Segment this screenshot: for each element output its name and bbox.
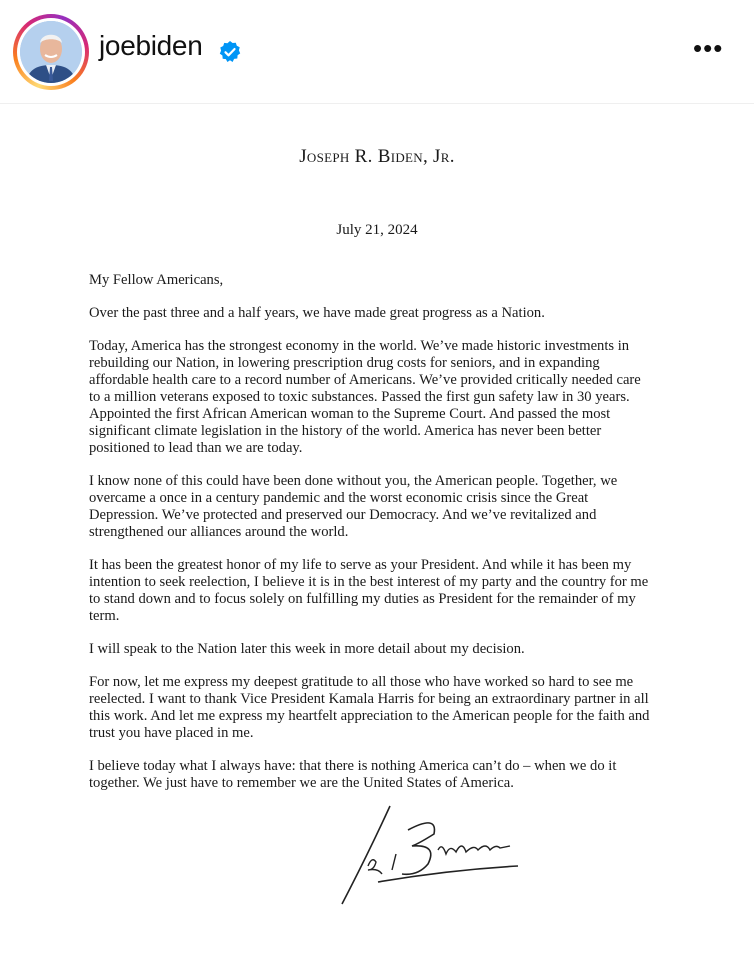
- letter-line: term.: [89, 608, 120, 624]
- letter-line: Today, America has the strongest economy in the world. We’ve made historic investments in: [89, 338, 630, 354]
- verified-badge-icon: [218, 40, 242, 64]
- letter-paragraph: [89, 758, 649, 792]
- letter-line: It has been the greatest honor of my life to serve as your President. And while it has been my: [89, 557, 632, 573]
- letter-line: intention to seek reelection, I believe it is in the best interest of my party and the country for me: [89, 574, 649, 590]
- letter-line: positioned to lead than we are today.: [89, 440, 303, 456]
- signature: [338, 804, 538, 914]
- letter-paragraph: [89, 338, 649, 457]
- letter-line: to a million veterans exposed to toxic substances. Passed the first gun safety law in 30 years.: [89, 389, 630, 405]
- letter-line: affordable health care to a record number of Americans. We’ve provided critically needed care: [89, 372, 641, 388]
- letter-line: Over the past three and a half years, we have made great progress as a Nation.: [89, 305, 545, 321]
- letter-line: reelected. I want to thank Vice President Kamala Harris for being an extraordinary partner in all: [89, 691, 649, 707]
- letter-line: trust you have placed in me.: [89, 725, 254, 741]
- letter-line: to stand down and to focus solely on fulfilling my duties as President for the remainder of my: [89, 591, 636, 607]
- letter-paragraph: [89, 674, 649, 742]
- letter-line: I will speak to the Nation later this week in more detail about my decision.: [89, 641, 525, 657]
- letter-line: overcame a once in a century pandemic and the worst economic crisis since the Great: [89, 490, 589, 506]
- letter-paragraph: [89, 641, 649, 658]
- letter-image: [0, 104, 754, 977]
- letter-paragraph: [89, 557, 649, 625]
- story-ring[interactable]: [13, 14, 89, 90]
- username-link[interactable]: joebiden: [99, 30, 203, 61]
- letter-line: My Fellow Americans,: [89, 272, 224, 288]
- more-options-icon[interactable]: •••: [693, 33, 724, 63]
- letter-line: significant climate legislation in the history of the world. America has never been better: [89, 423, 602, 439]
- letter-body: [89, 272, 649, 808]
- avatar[interactable]: [20, 21, 82, 83]
- letter-line: Appointed the first African American woman to the Supreme Court. And passed the most: [89, 406, 611, 422]
- letter-paragraph: [89, 305, 649, 322]
- letter-line: Depression. We’ve protected and preserved our Democracy. And we’ve revitalized and: [89, 507, 597, 523]
- letter-date: July 21, 2024: [336, 222, 418, 238]
- letter-line: together. We just have to remember we are the United States of America.: [89, 775, 514, 791]
- letter-line: I know none of this could have been done without you, the American people. Together, we: [89, 473, 618, 489]
- letter-line: I believe today what I always have: that there is nothing America can’t do – when we do it: [89, 758, 617, 774]
- letterhead: Joseph R. Biden, Jr.: [299, 146, 455, 167]
- letter-paragraph: [89, 473, 649, 541]
- salutation: [89, 272, 649, 289]
- letter-line: For now, let me express my deepest gratitude to all those who have worked so hard to see me: [89, 674, 634, 690]
- letter-line: rebuilding our Nation, in lowering prescription drug costs for seniors, and in expanding: [89, 355, 600, 371]
- letter-line: strengthened our alliances around the world.: [89, 524, 349, 540]
- letter-line: this work. And let me express my heartfelt appreciation to the American people for the faith and: [89, 708, 650, 724]
- post-header: [0, 0, 754, 104]
